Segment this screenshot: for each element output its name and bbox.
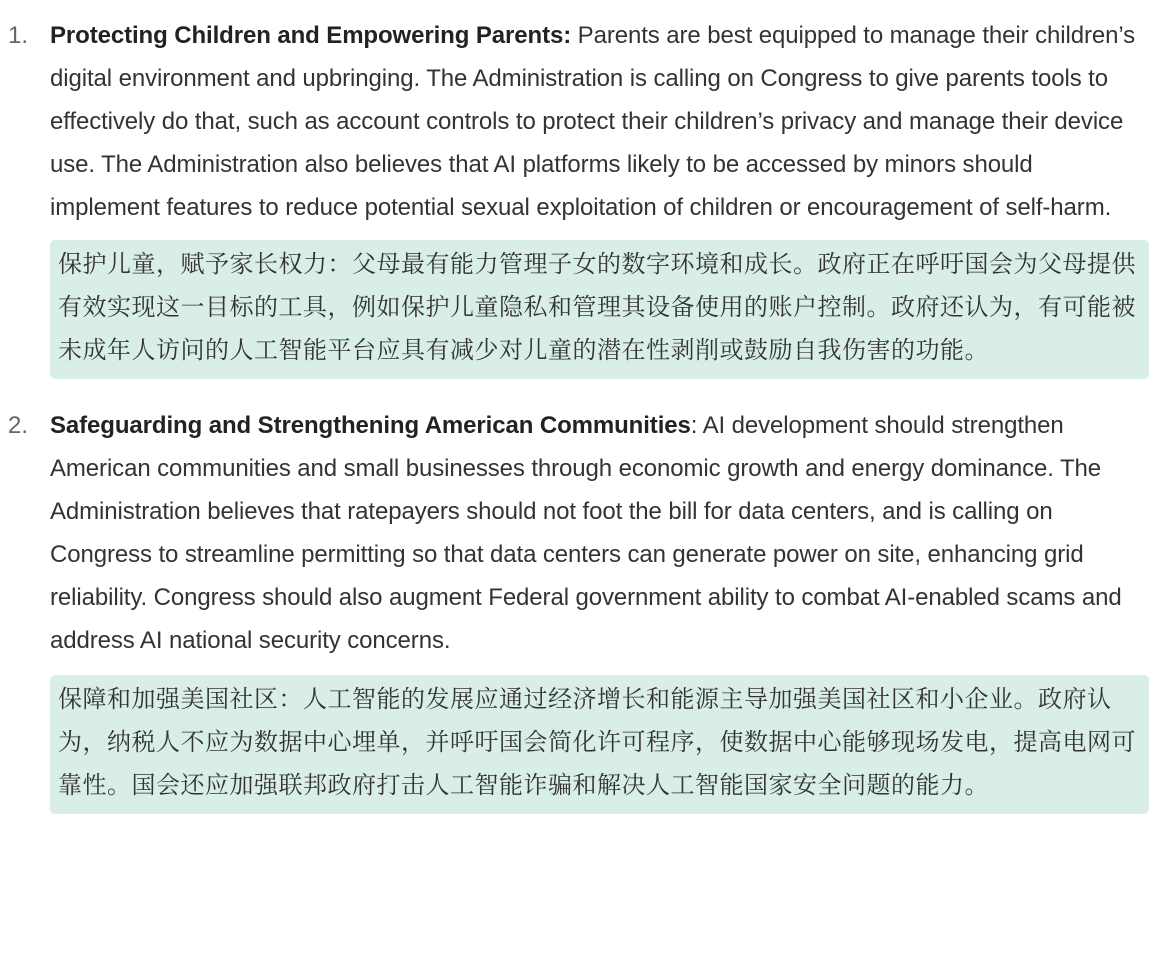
- translation-block: 保护儿童，赋予家长权力：父母最有能力管理子女的数字环境和成长。政府正在呼吁国会为父母提供有效实现这一目标的工具，例如保护儿童隐私和管理其设备使用的账户控制。政府还认为，有可能被未成年人访问的人工智能平台应具有减少对儿童的潜在性剥削或鼓励自我伤害的功能。: [50, 240, 1149, 379]
- list-item-paragraph: [50, 379, 1153, 662]
- list-item: [0, 379, 1153, 814]
- list-item: [0, 0, 1153, 379]
- list-item-title: Safeguarding and Strengthening American Communities: [50, 412, 691, 439]
- list-item-number: 2.: [8, 412, 29, 439]
- list-item-number: 1.: [8, 22, 29, 49]
- list-item-separator: :: [690, 412, 698, 439]
- list-item-paragraph: [50, 0, 1153, 229]
- list-item-body: Parents are best equipped to manage their children’s digital environment and upbringing. The Administration is calling on Congress to give parents tools to effectively do that, such as account controls to protect their children’s privacy and manage their device use. The Administration also believes that AI platforms likely to be accessed by minors should implement features to reduce potential sexual exploitation of children or encouragement of self-harm.: [50, 22, 1136, 221]
- list-item-title: Protecting Children and Empowering Parents:: [50, 22, 572, 49]
- translation-block: 保障和加强美国社区：人工智能的发展应通过经济增长和能源主导加强美国社区和小企业。政府认为，纳税人不应为数据中心埋单，并呼吁国会简化许可程序，使数据中心能够现场发电，提高电网可靠性。国会还应加强联邦政府打击人工智能诈骗和解决人工智能国家安全问题的能力。: [50, 675, 1149, 814]
- list-item-body: AI development should strengthen American communities and small businesses through economic growth and energy dominance. The Administration believes that ratepayers should not foot the bill for data centers, and is calling on Congress to streamline permitting so that data centers can generate power on site, enhancing grid reliability. Congress should also augment Federal government ability to combat AI-enabled scams and address AI national security concerns.: [50, 412, 1122, 654]
